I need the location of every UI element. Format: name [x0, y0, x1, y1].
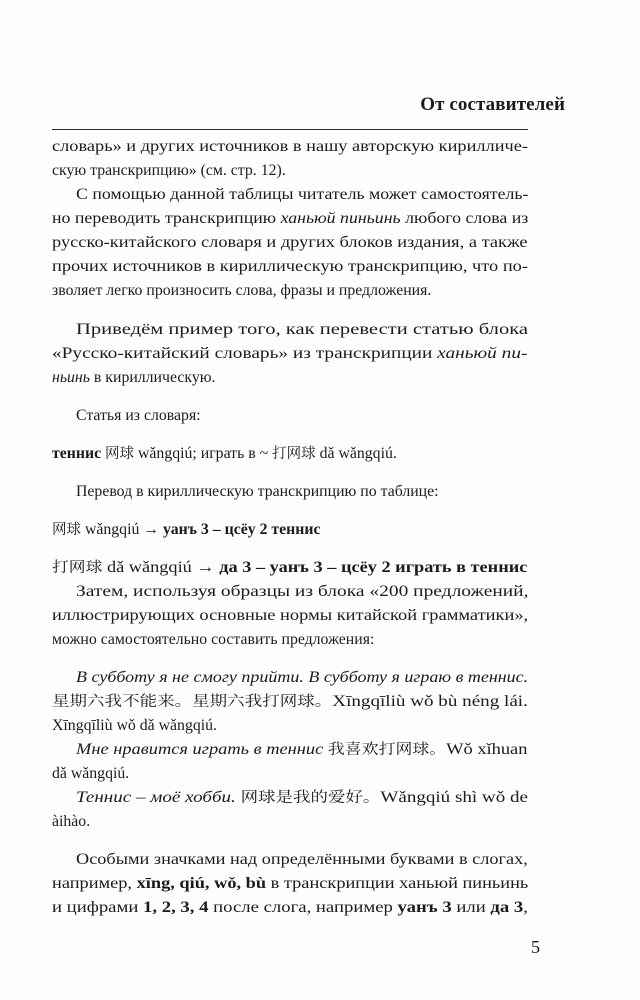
text-run: или	[451, 899, 491, 916]
text-line	[76, 581, 528, 603]
text-run: уанъ 3	[397, 899, 452, 916]
text-line	[52, 367, 215, 389]
text-line	[76, 481, 439, 503]
text-run: иллюстрирующих основные нормы китайской грамматики»,	[52, 607, 529, 624]
text-line	[76, 787, 528, 809]
text-line	[76, 849, 528, 871]
text-line	[52, 519, 321, 541]
text-run: да 3 – уанъ 3 – цсёу 2 играть в теннис	[219, 559, 528, 576]
text-line	[52, 763, 129, 785]
text-run: 打网球	[52, 560, 103, 576]
text-run: в кириллическую.	[89, 369, 216, 386]
text-line	[52, 232, 528, 254]
text-run: да 3	[490, 899, 524, 916]
running-header: От составителей	[420, 94, 565, 115]
text-run: любого слова из	[400, 210, 529, 227]
text-run: 1, 2, 3, 4	[143, 899, 209, 916]
text-run: и цифрами	[52, 899, 144, 916]
text-line	[52, 629, 374, 651]
text-run: Теннис – моё хобби.	[76, 789, 236, 806]
text-run: теннис	[52, 445, 102, 462]
text-run: Мне нравится играть в теннис	[76, 741, 324, 758]
text-line	[52, 136, 528, 158]
text-run: 网球	[52, 522, 81, 538]
text-run: ньинь	[52, 369, 90, 386]
text-line	[52, 811, 90, 833]
text-line	[52, 208, 528, 230]
text-run: но переводить транскрипцию	[52, 210, 281, 227]
text-run: àihào.	[52, 813, 91, 830]
text-line	[52, 897, 528, 919]
text-run: ханьюй пи-	[437, 345, 528, 362]
text-run: Xīngqīliù wǒ dǎ wǎngqiú.	[52, 717, 217, 734]
text-run: dǎ wǎngqiú.	[52, 765, 130, 782]
text-line	[52, 691, 528, 713]
text-run: С помощью данной таблицы читатель может самостоятель-	[76, 186, 529, 203]
header-rule	[52, 129, 528, 130]
text-run: можно самостоятельно составить предложения:	[52, 631, 375, 648]
text-run: 我喜欢打网球。	[327, 742, 447, 758]
text-run: «Русско-китайский словарь» из транскрипции	[52, 345, 438, 362]
text-run: В субботу я не смогу прийти. В субботу я играю в теннис.	[76, 669, 529, 686]
text-run: Wǎngqiú shì wǒ de	[380, 789, 528, 806]
text-run: Wǒ xǐhuan	[446, 741, 528, 758]
text-run: зволяет легко произносить слова, фразы и предложения.	[52, 282, 432, 299]
text-run: ,	[523, 899, 528, 916]
text-line	[76, 667, 528, 689]
text-run: Приведём пример того, как перевести статью блока	[76, 321, 529, 338]
text-run: ханьюй пиньинь	[280, 210, 401, 227]
text-run: 星期六我不能来。星期六我打网球。	[52, 694, 333, 710]
text-run: прочих источников в кириллическую транскрипцию, что по-	[52, 258, 528, 275]
text-run: dǎ wǎngqiú.	[315, 445, 397, 462]
text-line	[52, 443, 397, 465]
text-line	[52, 715, 217, 737]
text-line	[52, 160, 286, 182]
text-run: словарь» и других источников в нашу авторскую кирилличе-	[52, 138, 528, 155]
text-run: 打网球	[272, 446, 316, 462]
text-run: русско-китайского словаря и других блоков издания, а также	[52, 234, 528, 251]
page-number: 5	[531, 937, 540, 957]
text-line	[76, 319, 528, 341]
text-line	[76, 405, 201, 427]
text-run: Xīngqīliù wǒ bù néng lái.	[332, 693, 528, 710]
text-line	[52, 557, 527, 579]
text-line	[52, 605, 528, 627]
text-run: dǎ wǎngqiú →	[102, 559, 220, 576]
text-run: скую транскрипцию» (см. стр. 12).	[52, 162, 286, 179]
text-line	[52, 343, 527, 365]
text-run: Затем, используя образцы из блока «200 предложений,	[76, 583, 529, 600]
text-run: 网球	[105, 446, 135, 462]
text-run: Статья из словаря:	[76, 407, 201, 424]
text-run: Перевод в кириллическую транскрипцию по таблице:	[76, 483, 439, 500]
text-run: 网球是我的爱好。	[240, 790, 381, 806]
text-run: после слога, например	[208, 899, 398, 916]
text-line	[52, 256, 528, 278]
text-run: wǎngqiú; играть в ~	[134, 445, 273, 462]
text-line	[76, 184, 528, 206]
text-run: Особыми значками над определёнными буквами в слогах,	[76, 851, 528, 868]
text-line	[76, 739, 527, 761]
text-run: wǎngqiú →	[81, 521, 164, 538]
text-run: xīng, qiú, wǒ, bù	[136, 875, 267, 892]
text-run: уанъ 3 – цсёу 2 теннис	[163, 521, 321, 538]
text-line	[52, 873, 528, 895]
text-line	[52, 280, 431, 302]
text-run: например,	[52, 875, 137, 892]
text-run: в транскрипции ханьюй пиньинь	[266, 875, 529, 892]
